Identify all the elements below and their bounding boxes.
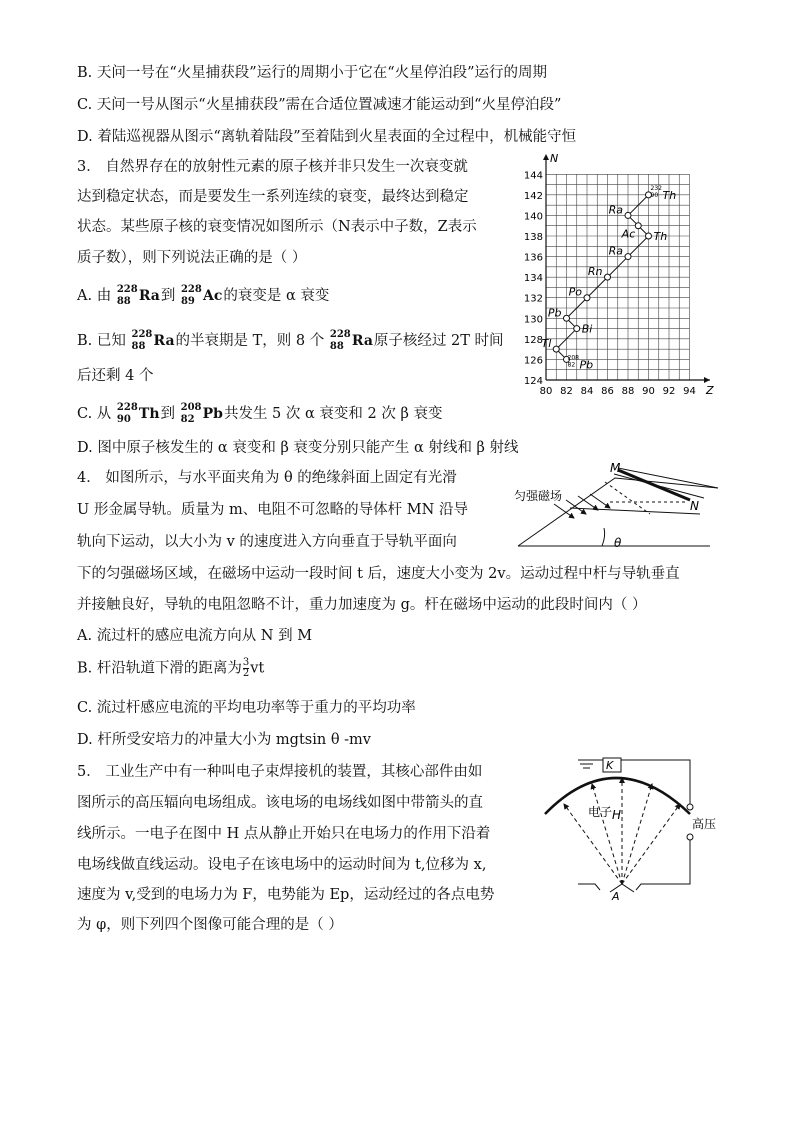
nuclide-th228: 228 90 Th bbox=[116, 402, 160, 425]
q3-stem-2: 达到稳定状态，而是要发生一系列连续的衰变，最终达到稳定 bbox=[77, 189, 469, 205]
nuclide-point bbox=[564, 315, 570, 321]
y-tick-label: 126 bbox=[523, 355, 543, 367]
x-tick-label: 94 bbox=[683, 386, 696, 397]
nuclide-label: Pb bbox=[579, 358, 594, 372]
y-tick-label: 138 bbox=[523, 232, 543, 243]
rod-mn bbox=[618, 470, 690, 500]
mass-number: 208 bbox=[567, 354, 579, 362]
nuclide-ra228: 228 88 Ra bbox=[116, 284, 160, 307]
q3-stem-3: 状态。某些原子核的衰变情况如图所示（N表示中子数，Z表示 bbox=[77, 219, 477, 235]
nuclide-pb208: 208 82 Pb bbox=[180, 402, 223, 425]
electron-label: 电子 bbox=[588, 805, 613, 819]
x-axis-label: Z bbox=[706, 384, 714, 397]
atomic-number: 82 bbox=[567, 361, 576, 369]
x-tick-label: 80 bbox=[539, 386, 553, 397]
nuclide-point bbox=[635, 223, 641, 229]
y-axis-arrow bbox=[543, 154, 549, 160]
q4-option-d: D. 杆所受安培力的冲量大小为 mgtsin θ -mv bbox=[77, 732, 371, 748]
nuclide-label: Tl bbox=[541, 337, 552, 351]
q3-stem-4: 质子数），则下列说法正确的是（ ） bbox=[77, 250, 307, 266]
q5-stem-4: 电场线做直线运动。设电子在该电场中的运动时间为 t,位移为 x, bbox=[77, 857, 487, 873]
x-tick-label: 92 bbox=[662, 386, 676, 397]
y-tick-label: 134 bbox=[523, 273, 543, 285]
q5-stem-1: 5． 工业生产中有一种叫电子束焊接机的装置，其核心部件由如 bbox=[77, 764, 483, 780]
q4-option-b: B. 杆沿轨道下滑的距离为 $\frac{3}{2}$ vt bbox=[77, 657, 265, 679]
high-voltage-label: 高压 bbox=[692, 817, 717, 831]
nuclide-point bbox=[605, 274, 611, 280]
nuclide-label: Bi bbox=[581, 322, 593, 336]
x-axis-arrow bbox=[704, 377, 710, 383]
q3-option-d: D. 图中原子核发生的 α 衰变和 β 衰变分别只能产生 α 射线和 β 射线 bbox=[77, 440, 519, 456]
q5-stem-2: 图所示的高压辐向电场组成。该电场的电场线如图中带箭头的直 bbox=[77, 795, 483, 811]
q5-stem-5: 速度为 v,受到的电场力为 F，电势能为 Ep，运动经过的各点电势 bbox=[77, 887, 495, 903]
x-tick-label: 88 bbox=[621, 386, 635, 397]
q4-stem-4: 下的匀强磁场区域，在磁场中运动一段时间 t 后，速度大小变为 2v。运动过程中杆与导轨垂直 bbox=[77, 566, 680, 582]
y-tick-label: 144 bbox=[523, 170, 543, 182]
y-tick-label: 132 bbox=[523, 293, 543, 305]
y-tick-label: 136 bbox=[523, 252, 543, 264]
q3-stem-1: 3． 自然界存在的放射性元素的原子核并非只发生一次衰变就 bbox=[77, 159, 468, 175]
q2-option-d: D. 着陆巡视器从图示“离轨着陆段”至着陆到火星表面的全过程中，机械能守恒 bbox=[77, 129, 577, 145]
label-a: A bbox=[612, 890, 620, 902]
nuclide-point bbox=[584, 295, 590, 301]
q4-stem-1: 4． 如图所示，与水平面夹角为 θ 的绝缘斜面上固定有光滑 bbox=[77, 470, 457, 486]
nuclide-ra228: 228 88 Ra bbox=[131, 329, 175, 352]
label-h: H bbox=[612, 808, 622, 822]
q4-stem-5: 并接触良好，导轨的电阻忽略不计，重力加速度为 g。杆在磁场中运动的此段时间内（ ） bbox=[77, 597, 647, 613]
mass-number: 232 bbox=[650, 184, 662, 192]
nuclide-point bbox=[625, 254, 631, 260]
q5-stem-6: 为 φ，则下列四个图像可能合理的是（ ） bbox=[77, 917, 343, 933]
y-axis-label: N bbox=[550, 152, 559, 165]
decay-chart bbox=[520, 150, 720, 406]
y-tick-label: 142 bbox=[523, 190, 543, 202]
incline-rail-figure bbox=[510, 458, 725, 554]
nuclide-label: Ra bbox=[608, 203, 623, 217]
q3-option-a: A. 由 228 88 Ra到 228 89 Ac的衰变是 α 衰变 bbox=[77, 282, 329, 310]
nuclide-point bbox=[574, 326, 580, 332]
nuclide-point bbox=[625, 212, 631, 218]
x-tick-label: 90 bbox=[642, 386, 655, 397]
q5-stem-3: 线所示。一电子在图中 H 点从静止开始只在电场力的作用下沿着 bbox=[77, 826, 491, 842]
nuclide-label: Th bbox=[653, 230, 668, 243]
nuclide-point bbox=[553, 346, 559, 352]
y-tick-label: 140 bbox=[523, 211, 543, 223]
nuclide-label: Th bbox=[662, 188, 677, 202]
nuclide-label: Ra bbox=[608, 244, 623, 258]
x-tick-label: 84 bbox=[580, 386, 594, 397]
radial-field-figure bbox=[540, 752, 730, 902]
nuclide-label: Rn bbox=[587, 265, 603, 279]
atomic-number: 90 bbox=[650, 191, 659, 199]
q3-option-b-cont: 后还剩 4 个 bbox=[77, 368, 154, 384]
q4-stem-3: 轨向下运动，以大小为 v 的速度进入方向垂直于导轨平面向 bbox=[77, 534, 457, 550]
label-n: N bbox=[690, 499, 699, 513]
q3-option-a-prefix: A. 由 bbox=[77, 288, 116, 304]
q4-option-a: A. 流过杆的感应电流方向从 N 到 M bbox=[77, 628, 313, 644]
nuclide-point bbox=[646, 233, 652, 239]
label-m: M bbox=[610, 461, 621, 475]
nuclide-label: Pb bbox=[547, 306, 562, 320]
field-label: 匀强磁场 bbox=[514, 489, 563, 503]
nuclide-label: Ac bbox=[621, 227, 636, 241]
fraction-three-halves: $\frac{3}{2}$ bbox=[242, 657, 250, 679]
q2-option-b: B. 天问一号在“火星捕获段”运行的周期小于它在“火星停泊段”运行的周期 bbox=[77, 65, 548, 81]
nuclide-ra228: 228 88 Ra bbox=[329, 329, 373, 352]
y-tick-label: 124 bbox=[523, 376, 543, 387]
nuclide-label: Po bbox=[568, 285, 582, 299]
q3-option-b: B. 已知 228 88 Ra的半衰期是 T，则 8 个 228 88 Ra原子核经过 2T 时间 bbox=[77, 327, 504, 355]
x-tick-label: 86 bbox=[601, 386, 614, 397]
theta-label: θ bbox=[614, 536, 622, 550]
q4-option-c: C. 流过杆感应电流的平均电功率等于重力的平均功率 bbox=[77, 700, 416, 716]
y-tick-label: 128 bbox=[523, 334, 543, 346]
q2-option-c: C. 天问一号从图示“火星捕获段”需在合适位置减速才能运动到“火星停泊段” bbox=[77, 97, 562, 113]
q4-stem-2: U 形金属导轨。质量为 m、电阻不可忽略的导体杆 MN 沿导 bbox=[77, 502, 468, 518]
nuclide-ac228: 228 89 Ac bbox=[180, 284, 223, 307]
x-tick-label: 82 bbox=[560, 386, 573, 397]
label-k: K bbox=[606, 759, 614, 772]
y-tick-label: 130 bbox=[523, 314, 543, 326]
q3-option-c: C. 从 228 90 Th到 208 82 Pb共发生 5 次 α 衰变和 2 次 β 衰变 bbox=[77, 400, 442, 428]
